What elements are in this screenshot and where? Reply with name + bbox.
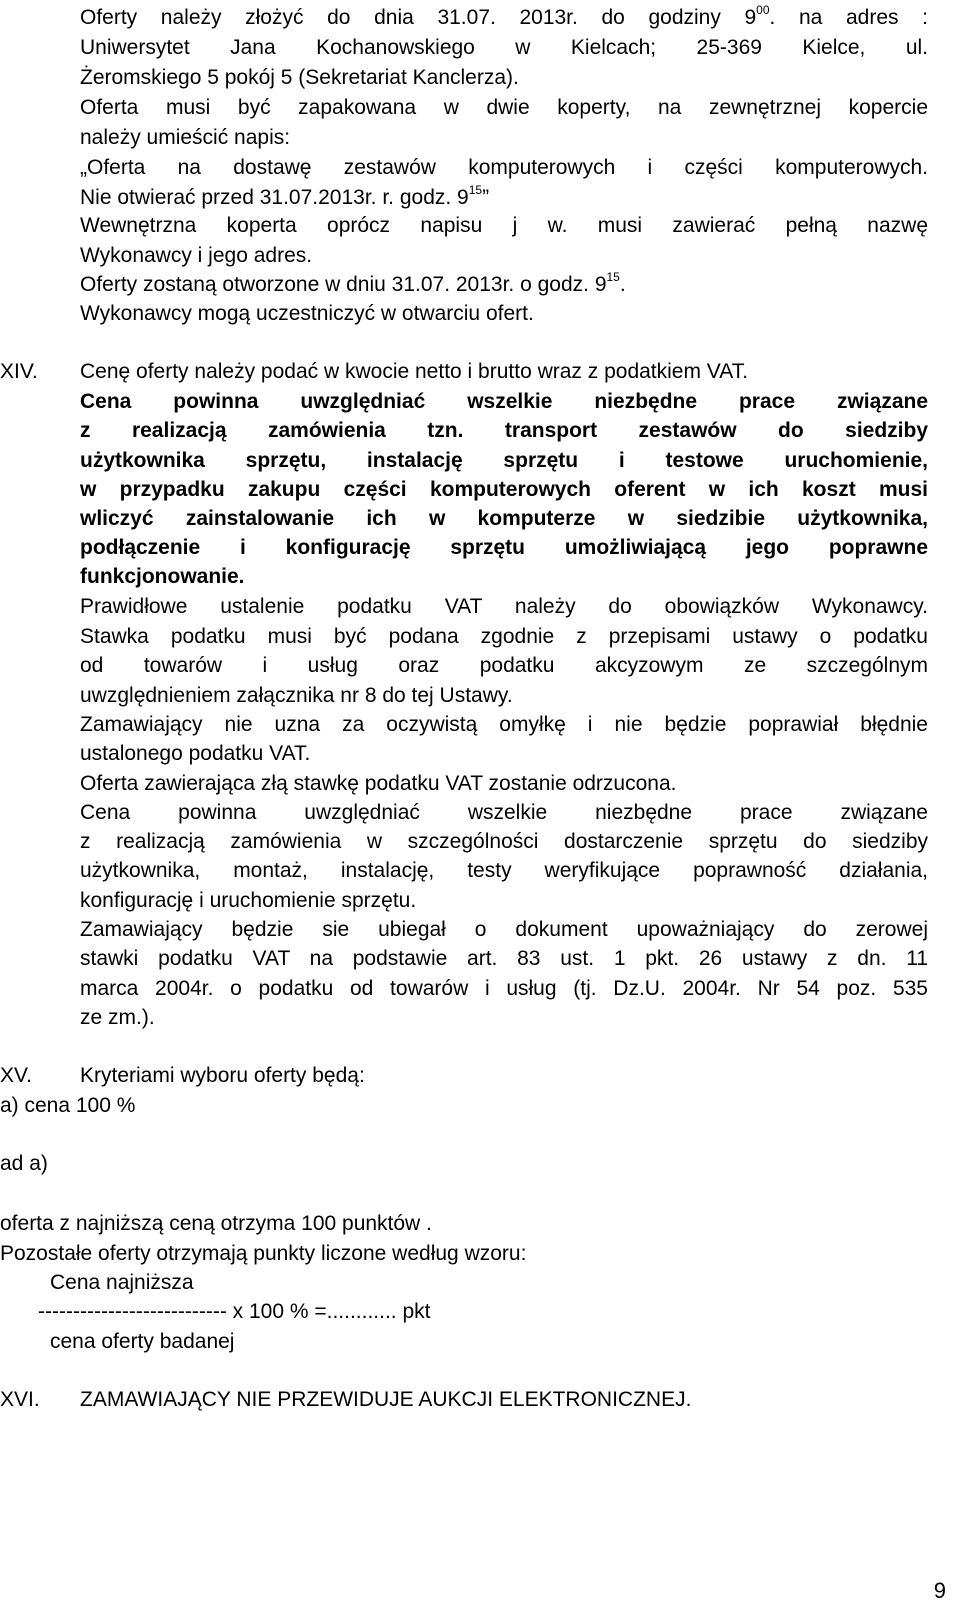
- criterion-price: a) cena 100 %: [0, 1094, 136, 1117]
- formula-line: --------------------------- x 100 % =............ pkt: [38, 1300, 431, 1323]
- zero-rate-line: Zamawiający będzie sie ubiegał o dokument upoważniający do zerowej: [80, 918, 928, 941]
- envelope-caption: „Oferta na dostawę zestawów komputerowych i części komputerowych.: [80, 156, 928, 179]
- inner-envelope-line: Wewnętrzna koperta oprócz napisu j w. musi zawierać pełną nazwę: [80, 214, 928, 237]
- opening-line: Oferty zostaną otworzone w dniu 31.07. 2013r. o godz. $9^{15}$.: [80, 270, 626, 296]
- rejection-line: Oferta zawierająca złą stawkę podatku VAT zostanie odrzucona.: [80, 772, 677, 795]
- price-statement: Cenę oferty należy podać w kwocie netto i brutto wraz z podatkiem VAT.: [80, 360, 749, 383]
- vat-rate-line: uwzględnieniem załącznika nr 8 do tej Ustawy.: [80, 684, 513, 707]
- vat-rate-line: Stawka podatku musi być podana zgodnie z przepisami ustawy o podatku: [80, 625, 928, 648]
- vat-responsibility: Prawidłowe ustalenie podatku VAT należy do obowiązków Wykonawcy.: [80, 595, 928, 618]
- page-number: 9: [933, 1578, 946, 1603]
- formula-numerator: Cena najniższa: [50, 1271, 194, 1294]
- ad-a-label: ad a): [0, 1152, 48, 1175]
- bold-paragraph-line: użytkownika sprzętu, instalację sprzętu i testowe uruchomienie,: [80, 449, 928, 472]
- superscript: 15: [606, 270, 620, 284]
- price-scope-line: użytkownika, montaż, instalację, testy weryfikujące poprawność działania,: [80, 859, 928, 882]
- vat-rate-line: od towarów i usług oraz podatku akcyzowym ze szczególnym: [80, 654, 928, 677]
- bold-paragraph-line: w przypadku zakupu części komputerowych oferent w ich koszt musi: [80, 478, 928, 501]
- superscript: 00: [756, 3, 770, 17]
- no-auction-statement: ZAMAWIAJĄCY NIE PRZEWIDUJE AUKCJI ELEKTRONICZNEJ.: [80, 1388, 692, 1411]
- address-line: Uniwersytet Jana Kochanowskiego w Kielcach; 25-369 Kielce, ul.: [80, 36, 928, 59]
- inner-envelope-line-2: Wykonawcy i jego adres.: [80, 244, 313, 267]
- bold-paragraph-line: funkcjonowanie.: [80, 565, 245, 588]
- max-points-line: oferta z najniższą ceną otrzyma 100 punktów .: [0, 1212, 432, 1235]
- price-scope-line: z realizacją zamówienia w szczególności dostarczenie sprzętu do siedziby: [80, 830, 928, 853]
- section-number: XIV.: [0, 360, 38, 383]
- zero-rate-line: stawki podatku VAT na podstawie art. 83 ust. 1 pkt. 26 ustawy z dn. 11: [80, 947, 928, 970]
- price-scope-line: Cena powinna uwzględniać wszelkie niezbędne prace związane: [80, 801, 928, 824]
- criteria-title: Kryteriami wyboru oferty będą:: [80, 1064, 365, 1087]
- superscript: 15: [468, 183, 483, 197]
- opening-line-2: Wykonawcy mogą uczestniczyć w otwarciu ofert.: [80, 302, 534, 325]
- section-number: XV.: [0, 1064, 32, 1087]
- bold-paragraph-line: podłączenie i konfigurację sprzętu umożliwiającą jego poprawne: [80, 536, 928, 559]
- zero-rate-line: marca 2004r. o podatku od towarów i usług (tj. Dz.U. 2004r. Nr 54 poz. 535: [80, 977, 928, 1000]
- envelope-line: Oferta musi być zapakowana w dwie koperty, na zewnętrznej kopercie: [80, 96, 928, 119]
- formula-denominator: cena oferty badanej: [50, 1330, 235, 1353]
- error-line: ustalonego podatku VAT.: [80, 742, 311, 765]
- bold-paragraph-line: Cena powinna uwzględniać wszelkie niezbędne prace związane: [80, 390, 928, 413]
- deadline-line: Oferty należy złożyć do dnia 31.07. 2013r. do godziny $9^{00}$. na adres :: [80, 3, 928, 29]
- formula-intro: Pozostałe oferty otrzymają punkty liczone według wzoru:: [0, 1242, 527, 1265]
- envelope-line-2: należy umieścić napis:: [80, 126, 291, 149]
- do-not-open-line: Nie otwierać przed 31.07.2013r. r. godz. $9^{15}$”: [80, 183, 490, 209]
- bold-paragraph-line: z realizacją zamówienia tzn. transport zestawów do siedziby: [80, 419, 928, 442]
- bold-paragraph-line: wliczyć zainstalowanie ich w komputerze w siedzibie użytkownika,: [80, 507, 928, 530]
- zero-rate-line: ze zm.).: [80, 1006, 155, 1029]
- section-number: XVI.: [0, 1388, 40, 1411]
- price-scope-line: konfigurację i uruchomienie sprzętu.: [80, 889, 417, 912]
- error-line: Zamawiający nie uzna za oczywistą omyłkę i nie będzie poprawiał błędnie: [80, 713, 928, 736]
- address-line-2: Żeromskiego 5 pokój 5 (Sekretariat Kanclerza).: [80, 66, 519, 89]
